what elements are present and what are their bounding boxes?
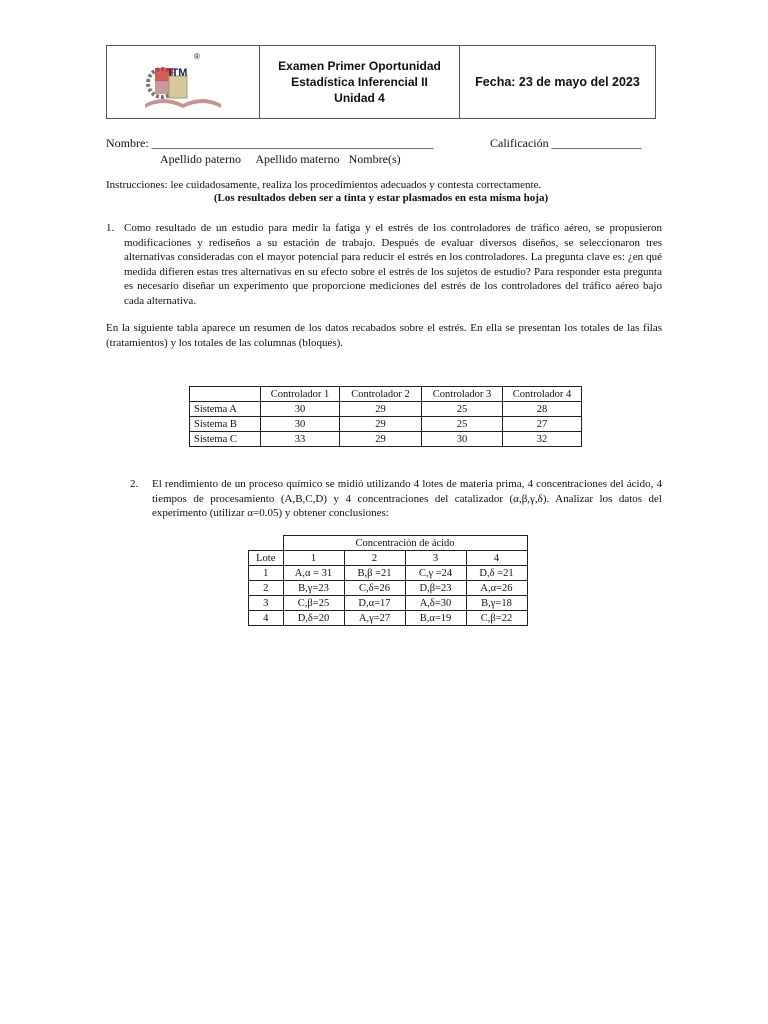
table-cell: D,δ =21 — [466, 566, 527, 581]
table-row — [190, 432, 582, 447]
table-cell: Controlador 3 — [422, 387, 503, 402]
table-cell: Sistema A — [190, 402, 261, 417]
q1-text: Como resultado de un estudio para medir la fatiga y el estrés de los controladores de tráfico aéreo, se propusieron modificaciones y rediseños a su estación de trabajo. Después de evaluar diversos diseños, se seleccionaron tres alternativas consideradas con el mayor potencial para reducir el estrés en los controladores. La pregunta clave es: ¿en qué medida difieren estas tres alternativas en su efecto sobre el estrés de los sujetos de estudio? Para responder esta pregunta es necesario diseñar un experimento que proporcione mediciones del estrés de los controladores del tráfico aéreo bajo cada alternativa. — [124, 222, 662, 307]
table-cell: C,β=25 — [283, 596, 344, 611]
table-cell: Lote — [249, 551, 284, 566]
table-cell: 27 — [503, 417, 582, 432]
table-cell: C,γ =24 — [405, 566, 466, 581]
table-header-row — [190, 387, 582, 402]
q2-text: El rendimiento de un proceso químico se midió utilizando 4 lotes de materia prima, 4 concentraciones del ácido, 4 tiempos de procesamiento (A,B,C,D) y 4 concentraciones del catalizador (α,β,γ,δ). Analizar los datos del experimento (utilizar α=0.05) y obtener conclusiones: — [152, 478, 662, 519]
table-cell: 30 — [261, 417, 340, 432]
table-row — [249, 596, 528, 611]
table-cell: A,α = 31 — [283, 566, 344, 581]
table-cell: D,α=17 — [344, 596, 405, 611]
q2-number: 2. — [130, 478, 139, 490]
instructions-text: Instrucciones: lee cuidadosamente, realiza los procedimientos adecuados y contesta correctamente. — [106, 179, 542, 191]
table-cell: 30 — [422, 432, 503, 447]
table-row — [190, 417, 582, 432]
table-cell: A,γ=27 — [344, 611, 405, 626]
table-row — [249, 611, 528, 626]
table-cell: 1 — [249, 566, 284, 581]
header-logo-cell — [107, 46, 260, 118]
table-row — [249, 581, 528, 596]
exam-date: Fecha: 23 de mayo del 2023 — [475, 75, 640, 89]
table-cell: Controlador 1 — [261, 387, 340, 402]
table-cell: 4 — [466, 551, 527, 566]
table-cell: 4 — [249, 611, 284, 626]
title-line-2: Estadística Inferencial II — [291, 75, 428, 89]
table-cell: 33 — [261, 432, 340, 447]
table-cell: 28 — [503, 402, 582, 417]
table-cell — [249, 536, 284, 551]
table-cell: D,β=23 — [405, 581, 466, 596]
table-cell: B,α=19 — [405, 611, 466, 626]
table-cell: 2 — [249, 581, 284, 596]
table-cell: 1 — [283, 551, 344, 566]
table-cell: 29 — [340, 432, 422, 447]
name-parts-caption: Apellido paterno Apellido materno Nombre(s) — [160, 152, 401, 166]
table-row — [249, 566, 528, 581]
name-field-label: Nombre: _______________________________________________ — [106, 136, 434, 150]
table-cell: Sistema C — [190, 432, 261, 447]
table-cell: A,α=26 — [466, 581, 527, 596]
q1-table-intro: En la siguiente tabla aparece un resumen de los datos recabados sobre el estrés. En ella se presentan los totales de las filas (tratamientos) y los totales de las columnas (bloques). — [106, 322, 662, 349]
q1-number: 1. — [106, 222, 115, 234]
table-cell: 3 — [249, 596, 284, 611]
title-line-3: Unidad 4 — [334, 91, 385, 105]
table-group-header-row — [249, 536, 528, 551]
table-header-row — [249, 551, 528, 566]
table-group-header: Concentración de ácido — [283, 536, 527, 551]
itm-logo-icon — [107, 46, 259, 120]
table-cell: B,γ=18 — [466, 596, 527, 611]
table-cell: 30 — [261, 402, 340, 417]
grade-field-label: Calificación _______________ — [490, 136, 642, 150]
instructions-bold: (Los resultados deben ser a tinta y estar plasmados en esta misma hoja) — [213, 192, 549, 204]
stress-table — [189, 386, 582, 447]
table-cell: Controlador 2 — [340, 387, 422, 402]
table-cell — [190, 387, 261, 402]
table-cell: C,δ=26 — [344, 581, 405, 596]
table-cell: A,δ=30 — [405, 596, 466, 611]
table-cell: 29 — [340, 402, 422, 417]
table-cell: C,β=22 — [466, 611, 527, 626]
table-cell: Controlador 4 — [503, 387, 582, 402]
table-cell: B,γ=23 — [283, 581, 344, 596]
table-cell: 3 — [405, 551, 466, 566]
exam-title — [260, 46, 460, 118]
table-cell: 32 — [503, 432, 582, 447]
table-cell: 25 — [422, 402, 503, 417]
logo-lettering: ITM — [168, 67, 188, 79]
table-row — [190, 402, 582, 417]
latin-square-table — [248, 535, 528, 626]
exam-header — [106, 45, 656, 119]
table-cell: 25 — [422, 417, 503, 432]
table-cell: 2 — [344, 551, 405, 566]
table-cell: Sistema B — [190, 417, 261, 432]
registered-mark: ® — [194, 52, 200, 61]
table-cell: 29 — [340, 417, 422, 432]
table-cell: B,β =21 — [344, 566, 405, 581]
table-cell: D,δ=20 — [283, 611, 344, 626]
title-line-1: Examen Primer Oportunidad — [278, 59, 441, 73]
